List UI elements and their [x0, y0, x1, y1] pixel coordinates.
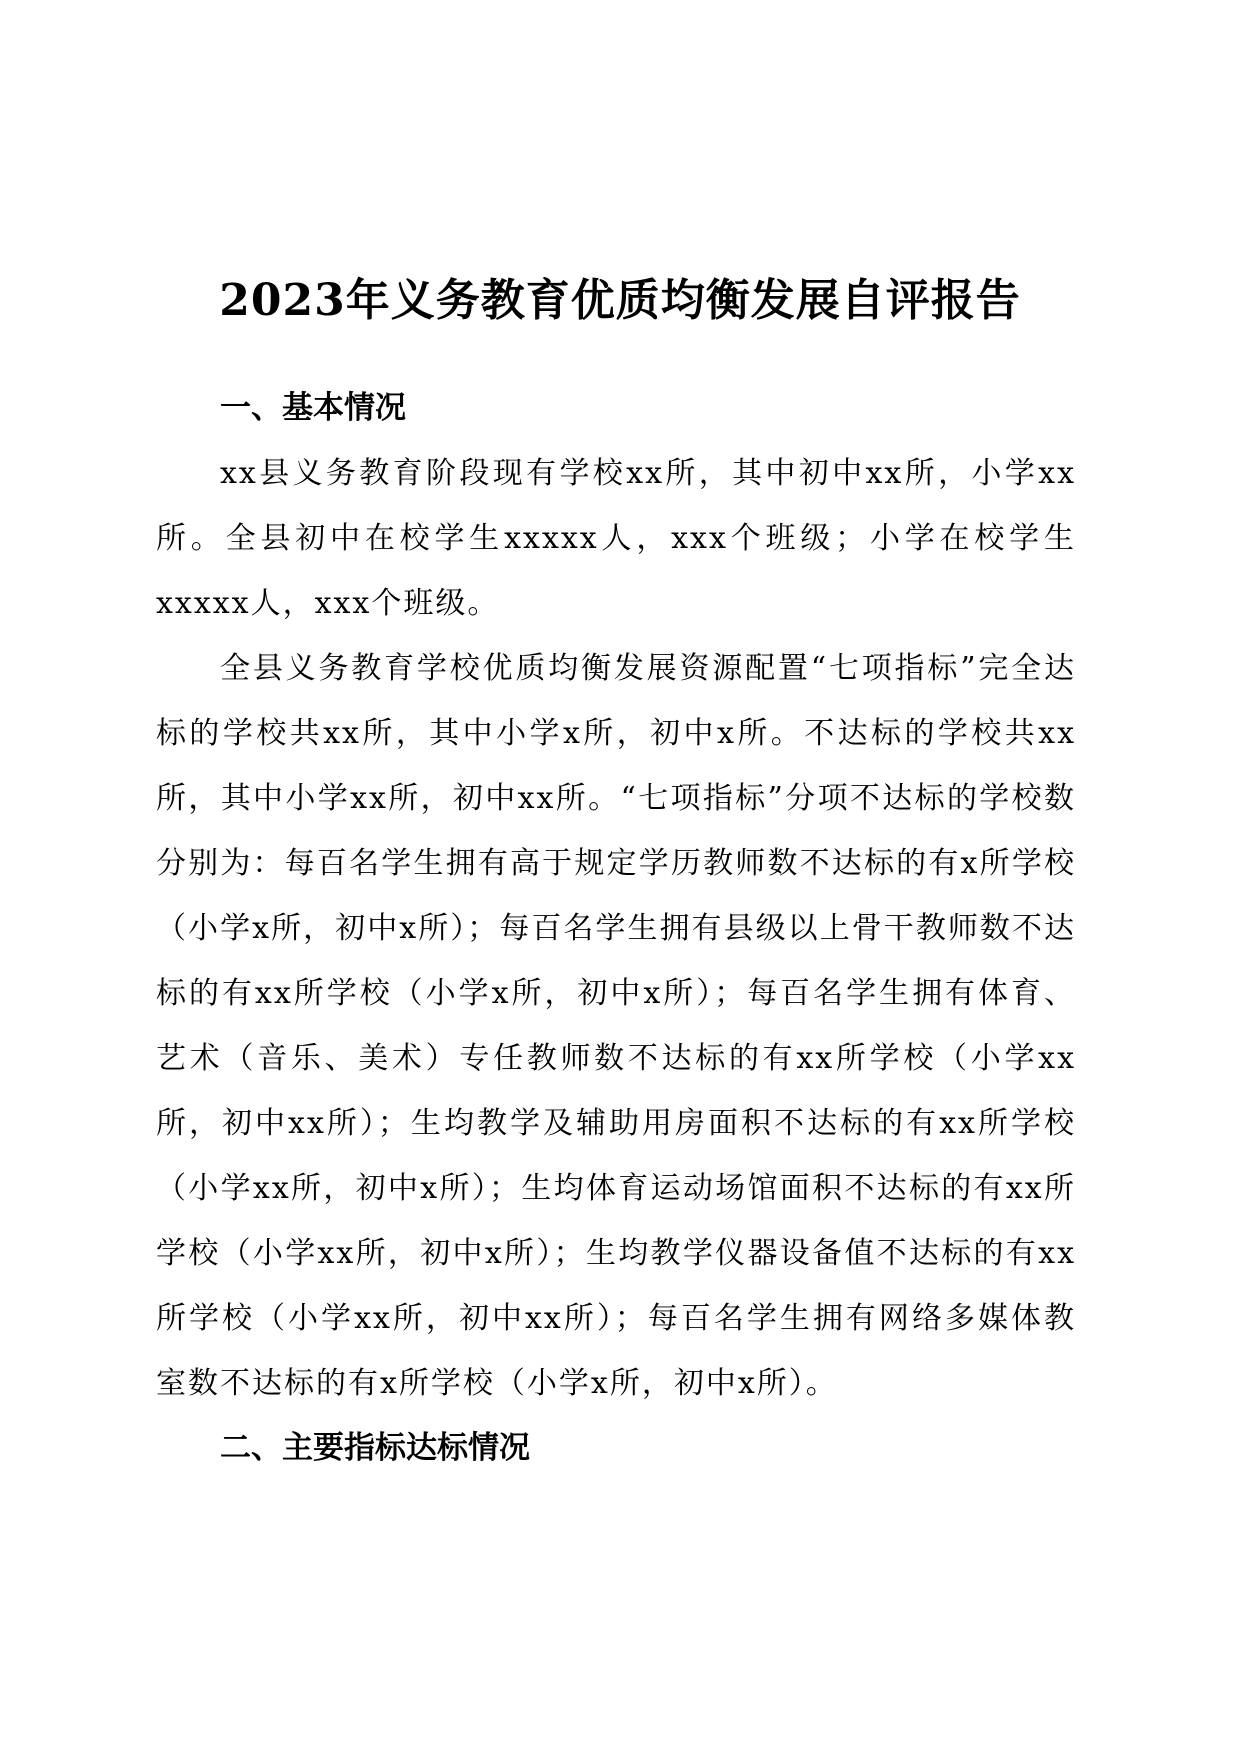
paragraph-school-overview: xx县义务教育阶段现有学校xx所，其中初中xx所，小学xx所。全县初中在校学生xxxxx人，xxx个班级；小学在校学生xxxxx人，xxx个班级。: [156, 456, 1076, 621]
section-heading-basic-info: 一、基本情况: [220, 390, 406, 426]
document-body: [156, 376, 1076, 1481]
paragraph-seven-indicators: 全县义务教育学校优质均衡发展资源配置“七项指标”完全达标的学校共xx所，其中小学x所，初中x所。不达标的学校共xx所，其中小学xx所，初中xx所。“七项指标”分项不达标的学校数分别为：每百名学生拥有高于规定学历教师数不达标的有x所学校（小学x所，初中x所）；每百名学生拥有县级以上骨干教师数不达标的有xx所学校（小学x所，初中x所）；每百名学生拥有体育、艺术（音乐、美术）专任教师数不达标的有xx所学校（小学xx所，初中xx所）；生均教学及辅助用房面积不达标的有xx所学校（小学xx所，初中x所）；生均体育运动场馆面积不达标的有xx所学校（小学xx所，初中x所）；生均教学仪器设备值不达标的有xx所学校（小学xx所，初中xx所）；每百名学生拥有网络多媒体教室数不达标的有x所学校（小学x所，初中x所）。: [156, 651, 1076, 1401]
page-title: 2023年义务教育优质均衡发展自评报告: [219, 275, 1021, 327]
section-heading-main-indicators: 二、主要指标达标情况: [220, 1430, 530, 1466]
